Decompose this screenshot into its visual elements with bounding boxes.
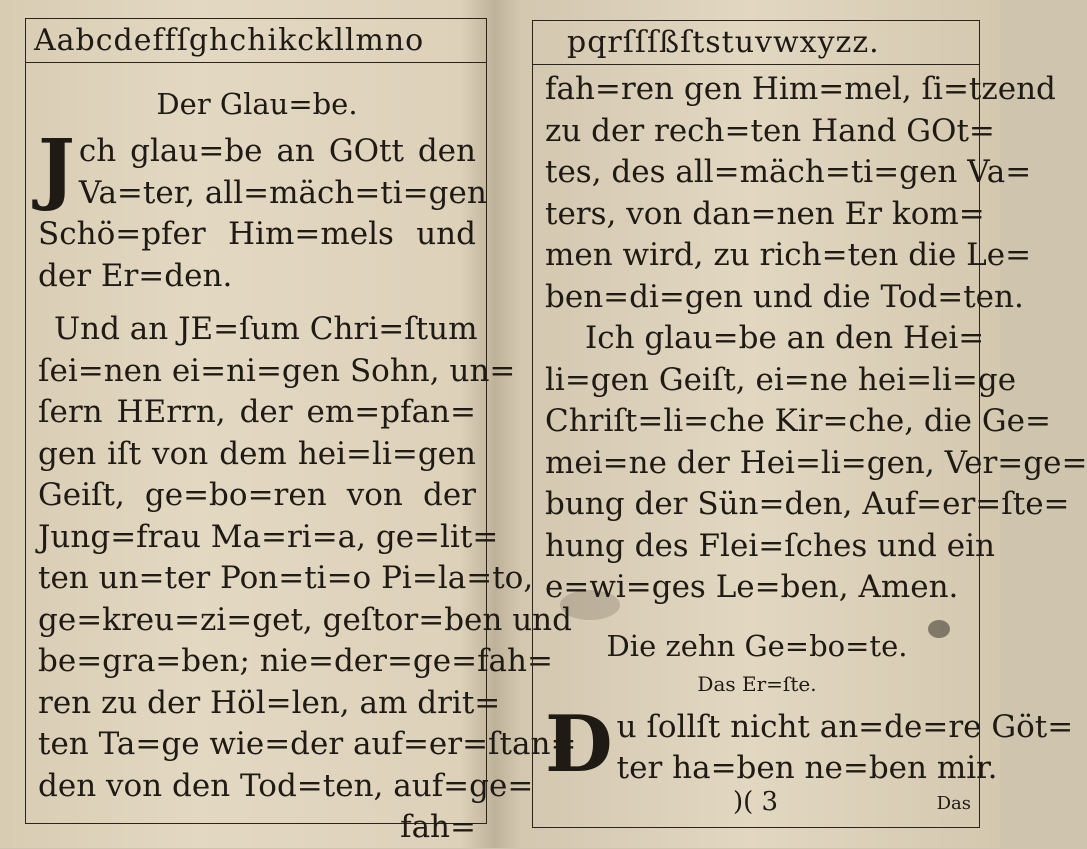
text-line: ten Ta=ge wie=der auf=er=ſtan= [38, 726, 577, 762]
text-line: ſei=nen ei=ni=gen Sohn, un= [38, 352, 516, 389]
dropcap-d: D [545, 698, 613, 790]
left-page-text [38, 81, 577, 849]
paragraph-creed-2 [38, 309, 577, 849]
text-line: u ſollſt nicht an=de=re Göt= [616, 708, 1074, 745]
text-line: Va=ter, all=mäch=ti=gen [78, 174, 487, 211]
text-line: tes, des all=mäch=ti=gen Va= [545, 154, 1032, 190]
text-line: den von den Tod=ten, auf=ge= [38, 767, 534, 804]
text-line: hung des Flei=ſches und ein [545, 527, 995, 564]
alphabet-line-left: Aabcdeffſghchikckllmno [26, 19, 486, 63]
text-line: li=gen Geiſt, ei=ne hei=li=ge [545, 361, 1017, 398]
text-line: ch glau=be an GOtt den [78, 133, 476, 169]
right-page-text [545, 69, 1087, 790]
page-number: )( 3 [733, 787, 779, 817]
text-line: ſern HErrn, der em=pfan= [38, 394, 476, 430]
paragraph-creed-1 [38, 123, 487, 297]
text-line: Schö=pfer Him=mels und [38, 216, 476, 252]
alphabet-line-right: pqrſſſßſtstuvwxyzz. [533, 21, 979, 65]
text-line: fah=ren gen Him=mel, ſi=tzend [545, 71, 1056, 107]
paragraph-creed-3 [545, 69, 1056, 318]
subheading-erste: Das Er=ſte. [697, 671, 817, 696]
text-line: ten un=ter Pon=ti=o Pi=la=to, [38, 560, 534, 596]
text-line: der Er=den. [38, 257, 233, 294]
text-line: be=gra=ben; nie=der=ge=fah= [38, 643, 553, 679]
text-line: ben=di=gen und die Tod=ten. [545, 278, 1024, 315]
text-line: mei=ne der Hei=li=gen, Ver=ge= [545, 444, 1087, 481]
page-footer [533, 787, 979, 821]
text-line: bung der Sün=den, Auf=er=ſte= [545, 486, 1070, 522]
right-page [532, 20, 1087, 828]
text-line: ter ha=ben ne=ben mir. [616, 750, 998, 786]
text-line: Chriſt=li=che Kir=che, die Ge= [545, 403, 1051, 439]
text-line-catch: fah= [400, 809, 476, 845]
section-heading-gebote: Die zehn Ge=bo=te. [606, 628, 908, 663]
text-line: gen iſt von dem hei=li=gen [38, 435, 476, 472]
section-heading-glaube: Der Glau=be. [156, 87, 358, 121]
text-line: Ich glau=be an den Hei= [585, 320, 985, 356]
left-page [25, 18, 577, 845]
text-line: Jung=frau Ma=ri=a, ge=lit= [38, 518, 499, 555]
text-line: e=wi=ges Le=ben, Amen. [545, 569, 959, 605]
text-line: zu der rech=ten Hand GOt= [545, 112, 995, 149]
catchword: Das [936, 793, 971, 814]
text-line: men wird, zu rich=ten die Le= [545, 237, 1032, 273]
text-line: ge=kreu=zi=get, geſtor=ben und [38, 601, 572, 638]
dropcap-j: J [38, 123, 75, 214]
paragraph-commandment-1 [545, 698, 1074, 790]
paragraph-creed-4 [545, 318, 1087, 609]
text-line: Geiſt, ge=bo=ren von der [38, 477, 476, 513]
text-line: ters, von dan=nen Er kom= [545, 195, 985, 232]
text-line: Und an JE=ſum Chri=ſtum [54, 311, 478, 347]
text-line: ren zu der Höl=len, am drit= [38, 684, 501, 721]
